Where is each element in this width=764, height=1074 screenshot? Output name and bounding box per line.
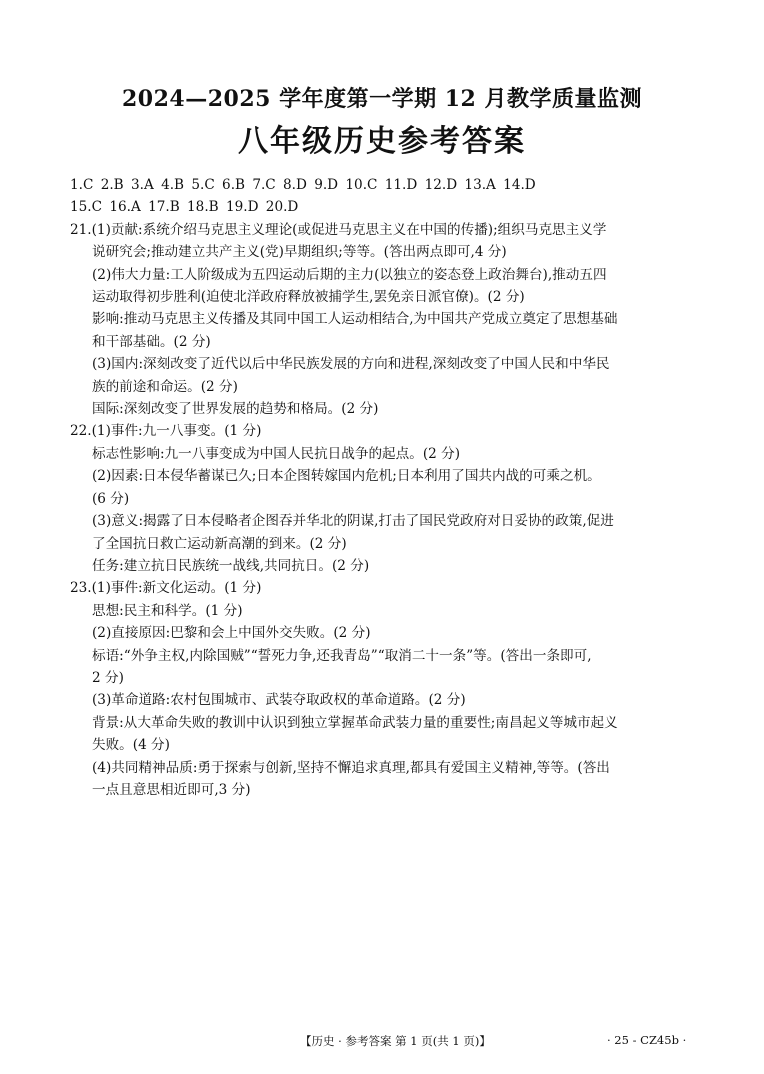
q22-line: (2)因素:日本侵华蓄谋已久;日本企图转嫁国内危机;日本利用了国共内战的可乘之机。	[92, 468, 601, 485]
footer-code: · 25 - CZ45b ·	[607, 1033, 687, 1047]
q23-line: (3)革命道路:农村包围城市、武装夺取政权的革命道路。(2 分)	[92, 692, 466, 709]
q23-line: (2)直接原因:巴黎和会上中国外交失败。(2 分)	[92, 625, 371, 642]
question-22	[70, 420, 700, 577]
q21-line: 国际:深刻改变了世界发展的趋势和格局。(2 分)	[92, 401, 379, 418]
q21-line: 21.(1)贡献:系统介绍马克思主义理论(或促进马克思主义在中国的传播);组织马克思主义学	[70, 221, 607, 238]
q23-line: 一点且意思相近即可,3 分)	[92, 781, 251, 798]
q23-line: 标语:“外争主权,内除国贼”“誓死力争,还我青岛”“取消二十一条”等。(答出一条即可,	[92, 647, 592, 664]
q23-line: (4)共同精神品质:勇于探索与创新,坚持不懈追求真理,都具有爱国主义精神,等等。(答出	[92, 759, 610, 776]
mcq-answers-line-2: 15.C 16.A 17.B 18.B 19.D 20.D	[70, 199, 299, 216]
mcq-answers-line-1: 1.C 2.B 3.A 4.B 5.C 6.B 7.C 8.D 9.D 10.C 11.D 12.D 13.A 14.D	[70, 177, 536, 193]
q22-line: 了全国抗日救亡运动新高潮的到来。(2 分)	[92, 535, 347, 552]
question-23	[70, 577, 700, 801]
q21-line: 族的前途和命运。(2 分)	[92, 378, 238, 395]
q23-line: 2 分)	[92, 669, 124, 686]
q21-line: 运动取得初步胜利(迫使北洋政府释放被捕学生,罢免亲日派官僚)。(2 分)	[92, 289, 525, 306]
q23-line: 失败。(4 分)	[92, 737, 170, 754]
q21-line: 影响:推动马克思主义传播及其同中国工人运动相结合,为中国共产党成立奠定了思想基础	[92, 311, 618, 328]
q21-line: (3)国内:深刻改变了近代以后中华民族发展的方向和进程,深刻改变了中国人民和中华民	[92, 356, 610, 373]
q22-line: 任务:建立抗日民族统一战线,共同抗日。(2 分)	[92, 557, 370, 574]
q21-line: (2)伟大力量:工人阶级成为五四运动后期的主力(以独立的姿态登上政治舞台),推动五四	[92, 266, 607, 283]
footer-page-info: 【历史 · 参考答案 第 1 页(共 1 页)】	[300, 1034, 491, 1048]
q22-line: 标志性影响:九一八事变成为中国人民抗日战争的起点。(2 分)	[92, 445, 460, 462]
q22-line: (3)意义:揭露了日本侵略者企图吞并华北的阴谋,打击了国民党政府对日妥协的政策,促进	[92, 513, 614, 530]
q22-line: 22.(1)事件:九一八事变。(1 分)	[70, 423, 262, 440]
q23-line: 23.(1)事件:新文化运动。(1 分)	[70, 580, 262, 597]
q23-line: 思想:民主和科学。(1 分)	[92, 602, 243, 619]
exam-title: 2024—2025 学年度第一学期 12 月教学质量监测	[121, 86, 643, 112]
q21-line: 和干部基础。(2 分)	[92, 333, 211, 350]
q23-line: 背景:从大革命失败的教训中认识到独立掌握革命武装力量的重要性;南昌起义等城市起义	[92, 714, 618, 731]
q21-line: 说研究会;推动建立共产主义(党)早期组织;等等。(答出两点即可,4 分)	[92, 244, 507, 261]
answer-key-title: 八年级历史参考答案	[238, 124, 526, 159]
q22-line: (6 分)	[92, 490, 130, 507]
question-21	[70, 219, 700, 421]
answer-body	[70, 174, 700, 801]
